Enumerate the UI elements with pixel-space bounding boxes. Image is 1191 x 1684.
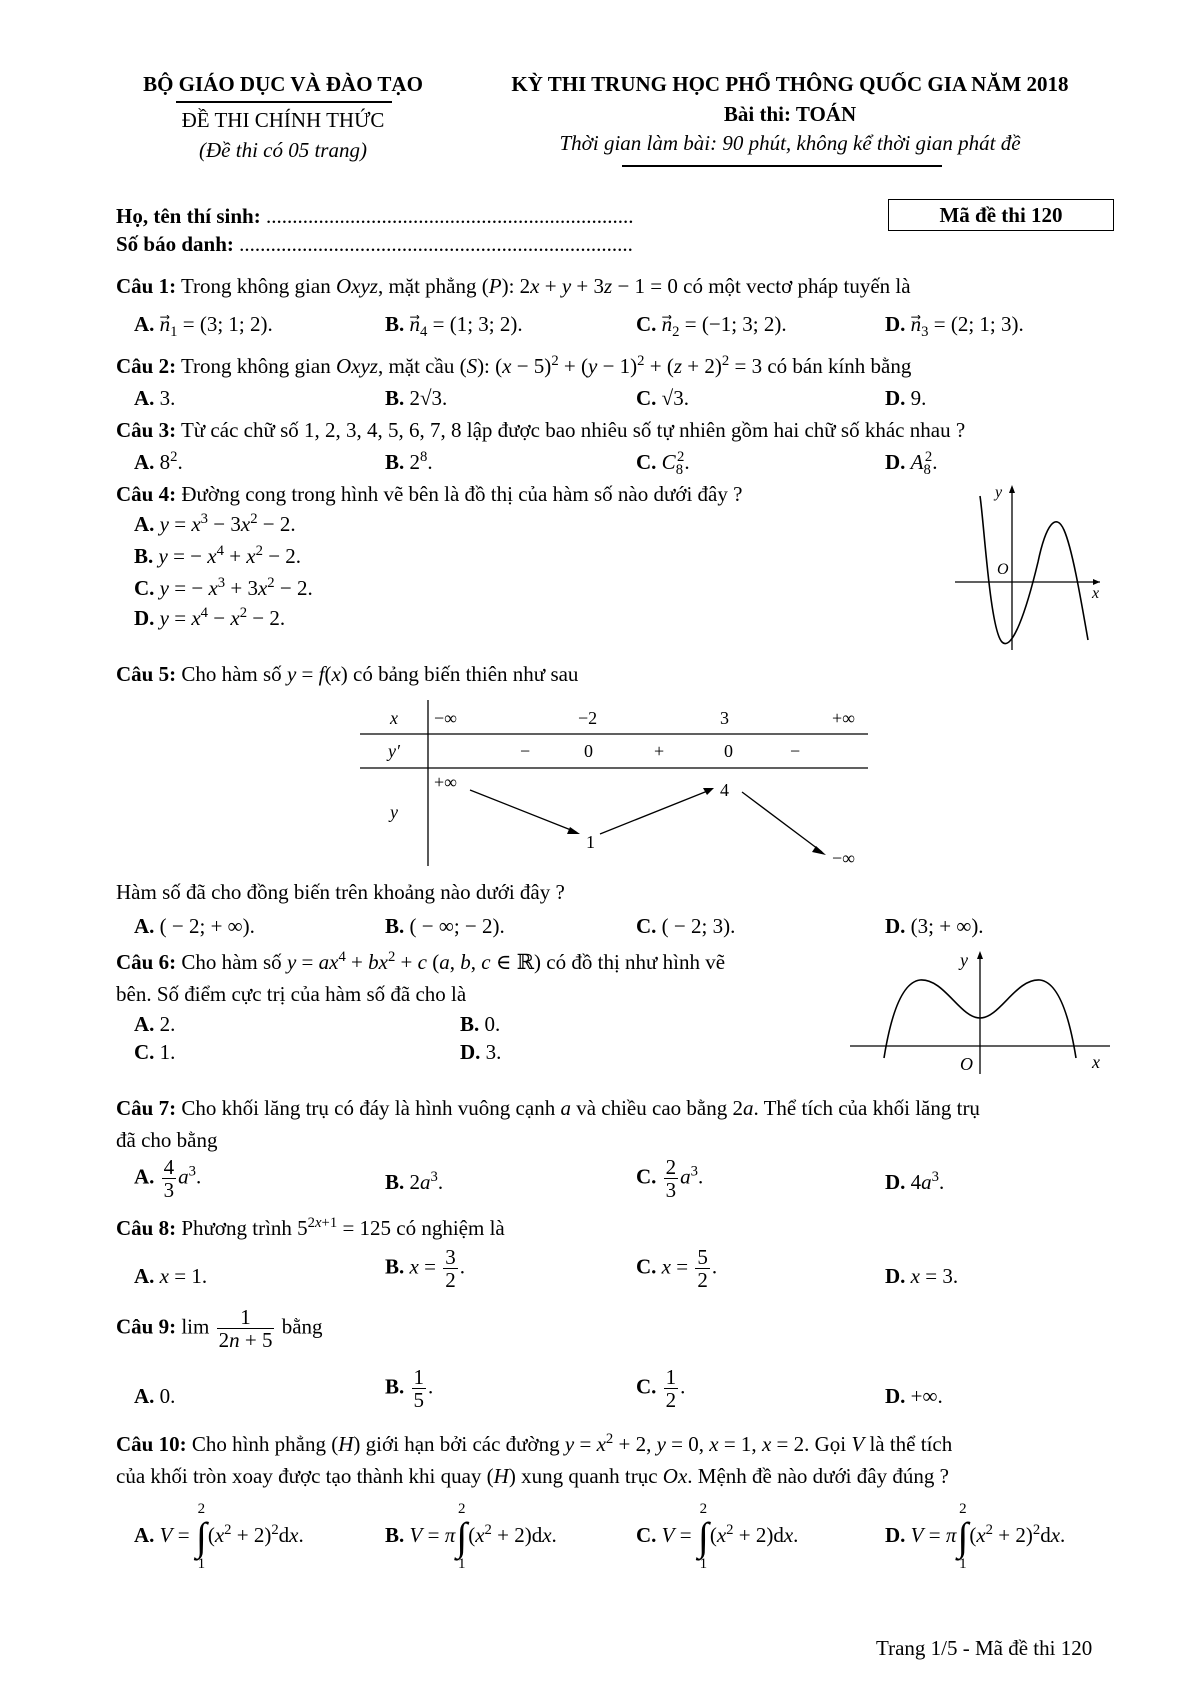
q4-option-a: A. $y = x^3 - 3x^2 - 2$. — [134, 511, 296, 536]
q2-option-b: B. 2√3. — [385, 386, 448, 410]
page-footer: Trang 1/5 - Mã đề thi 120 — [876, 1636, 1093, 1660]
q5-option-c: C. ( − 2; 3). — [636, 914, 736, 938]
question-2: Câu 2: Trong không gian Oxyz, mặt cầu (S): $(x - 5)^2 + (y - 1)^2 + (z + 2)^2 = 3$ có bán kính bằng — [116, 353, 912, 378]
q6-option-a: A. 2. — [134, 1012, 176, 1036]
candidate-name-label: Họ, tên thí sinh: — [116, 204, 261, 228]
question-8: Câu 8: Phương trình $5^{2x+1} = 125$ có nghiệm là — [116, 1215, 505, 1240]
question-5: Câu 5: Cho hàm số y = f(x) có bảng biến thiên như sau — [116, 662, 579, 686]
question-10-line2: của khối tròn xoay được tạo thành khi quay (H) xung quanh trục Ox. Mệnh đề nào dưới đây đúng ? — [116, 1464, 949, 1488]
q7-option-a: A. $\frac{4}{3}$ $a^3$. — [134, 1155, 202, 1203]
origin-label: O — [960, 1054, 973, 1074]
origin-label: O — [997, 561, 1009, 578]
exam-code-box: Mã đề thi 120 — [888, 199, 1114, 231]
x-val-1: −∞ — [434, 708, 457, 728]
y-axis-arrow — [1009, 485, 1015, 493]
q6-option-b: B. 0. — [460, 1012, 501, 1036]
row-y-label: y — [390, 802, 398, 822]
q10-option-c: C. V = 2 ∫ 1 $(x^2 + 2)dx$. — [636, 1501, 799, 1572]
row-x-label: x — [390, 708, 398, 728]
candidate-id-dots: ........................................................................... — [239, 232, 633, 256]
question-3: Câu 3: Từ các chữ số 1, 2, 3, 4, 5, 6, 7, 8 lập được bao nhiêu số tự nhiên gồm hai chữ số khác nhau ? — [116, 418, 966, 442]
exam-time: Thời gian làm bài: 90 phút, không kể thời gian phát đề — [559, 131, 1021, 155]
arrow-down-2 — [742, 792, 822, 852]
q2-option-d: D. 9. — [885, 386, 927, 410]
q10-option-b: B. V = π 2 ∫ 1 $(x^2 + 2)dx$. — [385, 1501, 557, 1572]
q1-option-c: C. $n_2 = (-1$; 3; 2). — [636, 312, 787, 341]
exam-title: KỲ THI TRUNG HỌC PHỔ THÔNG QUỐC GIA NĂM 2018 — [511, 72, 1069, 96]
y-val-1: +∞ — [434, 772, 457, 792]
x-val-3: 3 — [720, 708, 729, 728]
q4-option-d: D. $y = x^4 - x^2 - 2$. — [134, 605, 286, 630]
q6-option-d: D. 3. — [460, 1040, 502, 1064]
y-axis-arrow — [977, 951, 983, 959]
x-val-4: +∞ — [832, 708, 855, 728]
q10-option-d: D. V = π 2 ∫ 1 $(x^2 + 2)^2dx$. — [885, 1501, 1066, 1572]
y-label: y — [960, 950, 968, 970]
q8-option-b: B. x = $\frac{3}{2}$ . — [385, 1245, 465, 1293]
q5-option-a: A. ( − 2; + ∞). — [134, 914, 255, 938]
q4-option-c: C. y = − $x^3 + 3x^2 - 2$. — [134, 575, 313, 600]
y-val-3: 4 — [720, 780, 729, 800]
ministry-name: BỘ GIÁO DỤC VÀ ĐÀO TẠO — [143, 72, 423, 96]
candidate-id-label: Số báo danh: — [116, 232, 234, 256]
y-val-4: −∞ — [832, 848, 855, 868]
q1-option-b: B. $n_4 = (1$; 3; 2). — [385, 312, 523, 341]
variation-table — [360, 700, 870, 868]
question-5-prompt: Hàm số đã cho đồng biến trên khoảng nào dưới đây ? — [116, 880, 565, 904]
q9-option-d: D. +∞. — [885, 1384, 943, 1408]
question-4: Câu 4: Đường cong trong hình vẽ bên là đồ thị của hàm số nào dưới đây ? — [116, 482, 743, 506]
arrow-up — [600, 790, 710, 834]
q6-graph — [848, 948, 1118, 1078]
y-label: y — [995, 484, 1003, 501]
q7-option-d: D. $4a^3$. — [885, 1169, 945, 1194]
x-val-2: −2 — [578, 708, 598, 728]
candidate-id-line — [116, 232, 633, 257]
q8-option-a: A. x = 1. — [134, 1264, 208, 1288]
question-7-line2: đã cho bằng — [116, 1128, 218, 1152]
q6-option-c: C. 1. — [134, 1040, 176, 1064]
q4-option-b: B. y = − $x^4 + x^2 - 2$. — [134, 543, 302, 568]
question-6-line2: bên. Số điểm cực trị của hàm số đã cho là — [116, 982, 467, 1006]
question-6: Câu 6: Cho hàm số $y = ax^4 + bx^2 + c$ (a, b, c ∈ ℝ) có đồ thị như hình vẽ — [116, 949, 726, 974]
deriv-2: 0 — [584, 741, 593, 761]
q1-option-d: D. $n_3 = (2$; 1; 3). — [885, 312, 1024, 341]
header-rule — [622, 165, 942, 167]
deriv-5: − — [790, 741, 801, 761]
x-label: x — [1092, 1052, 1100, 1072]
x-label: x — [1092, 585, 1100, 602]
deriv-1: − — [520, 741, 531, 761]
q3-option-c: C. $C_8^2$. — [636, 449, 690, 479]
q9-option-c: C. $\frac{1}{2}$ . — [636, 1365, 686, 1413]
question-label: Câu 1: — [116, 274, 177, 298]
q7-option-b: B. $2a^3$. — [385, 1169, 444, 1194]
row-yprime-label: y′ — [388, 741, 400, 761]
question-10: Câu 10: Cho hình phẳng (H) giới hạn bởi các đường $y = x^2 + 2$, y = 0, x = 1, x = 2. Gọi V là thể tích — [116, 1431, 953, 1456]
q3-option-a: A. $8^2$. — [134, 449, 183, 474]
q3-option-b: B. $2^8$. — [385, 449, 433, 474]
q8-option-c: C. x = $\frac{5}{2}$ . — [636, 1245, 718, 1293]
q2-option-c: C. √3. — [636, 386, 689, 410]
question-1: Câu 1: Trong không gian Oxyz, mặt phẳng (P): 2x + y + 3z − 1 = 0 có một vectơ pháp tuyến là — [116, 274, 911, 298]
question-7: Câu 7: Cho khối lăng trụ có đáy là hình vuông cạnh a và chiều cao bằng 2a. Thể tích của khối lăng trụ — [116, 1096, 980, 1120]
official-exam-label: ĐỀ THI CHÍNH THỨC — [181, 108, 385, 132]
ministry-underline — [176, 101, 392, 103]
deriv-3: + — [654, 741, 665, 761]
q7-option-c: C. $\frac{2}{3}$ $a^3$. — [636, 1155, 704, 1203]
q8-option-d: D. x = 3. — [885, 1264, 959, 1288]
deriv-4: 0 — [724, 741, 733, 761]
page-count: (Đề thi có 05 trang) — [199, 138, 367, 162]
q4-graph — [950, 482, 1110, 654]
q9-option-a: A. 0. — [134, 1384, 176, 1408]
arrow-down-1 — [470, 790, 576, 832]
question-9: Câu 9: lim $\frac{1}{2n + 5}$ bằng — [116, 1305, 323, 1353]
candidate-name-line — [116, 204, 633, 229]
q5-option-d: D. (3; + ∞). — [885, 914, 984, 938]
q1-option-a: A. $n_1 = (3$; 1; 2). — [134, 312, 273, 341]
q2-option-a: A. 3. — [134, 386, 176, 410]
subject: Bài thi: TOÁN — [723, 102, 857, 126]
candidate-name-dots: ...................................................................... — [265, 204, 634, 228]
q10-option-a: A. V = 2 ∫ 1 $(x^2 + 2)^2dx$. — [134, 1501, 304, 1572]
q9-option-b: B. $\frac{1}{5}$ . — [385, 1365, 434, 1413]
y-val-2: 1 — [586, 832, 595, 852]
q3-option-d: D. $A_8^2$. — [885, 449, 938, 479]
q5-option-b: B. ( − ∞; − 2). — [385, 914, 505, 938]
